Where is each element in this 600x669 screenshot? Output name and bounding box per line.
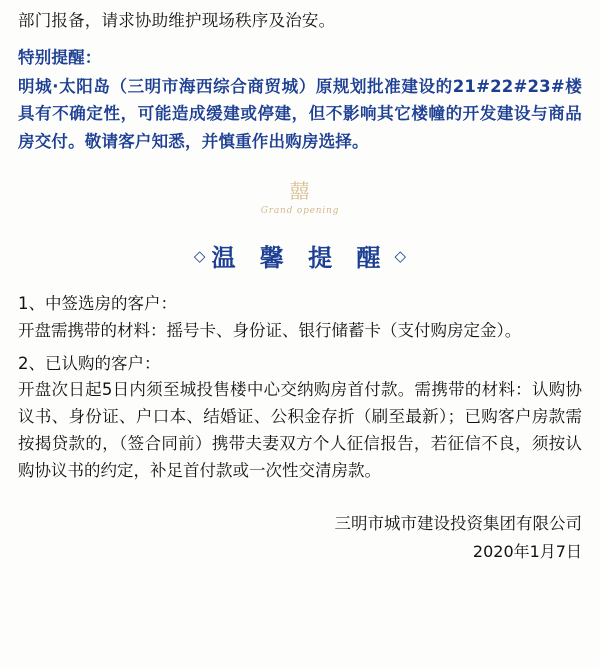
section-1-title: 1、中签选房的客户： (18, 294, 177, 314)
ornament-caption: Grand opening (260, 206, 340, 217)
special-notice-body: 明城·太阳岛（三明市海西综合商贸城）原规划批准建设的21#22#23#楼具有不确定性，可能造成缓建或停建，但不影响其它楼幢的开发建设与商品房交付。敬请客户知悉，并慎重作出购房选择。 (18, 77, 582, 151)
notice-section-2 (18, 351, 582, 485)
diamond-right-icon: ◇ (394, 246, 407, 265)
section-2-title: 2、已认购的客户： (18, 353, 161, 373)
page-title (18, 238, 582, 273)
notice-section-1 (18, 291, 582, 344)
signature-company: 三明市城市建设投资集团有限公司 (334, 514, 582, 534)
intro-paragraph: 部门报备，请求协助维护现场秩序及治安。 (18, 11, 336, 30)
double-happiness-icon: 囍 (289, 179, 311, 204)
page-title-text: 温 馨 提 醒 (211, 244, 389, 273)
signature-date: 2020年1月7日 (472, 542, 582, 562)
section-1-body: 开盘需携带的材料：摇号卡、身份证、银行储蓄卡（支付购房定金）。 (18, 320, 522, 340)
special-notice-title: 特别提醒： (18, 47, 102, 67)
section-2-body: 开盘次日起5日内须至城投售楼中心交纳购房首付款。需携带的材料：认购协议书、身份证、户口本、结婚证、公积金存折（刷至最新）；已购客户房款需按揭贷款的，（签合同前）携带夫妻双方个人征信报告，若征信不良，须按认购协议书的约定，补足首付款或一次性交清房款。 (18, 380, 582, 480)
diamond-left-icon: ◇ (193, 246, 206, 265)
decorative-ornament (18, 181, 582, 216)
signature-block (18, 510, 582, 565)
